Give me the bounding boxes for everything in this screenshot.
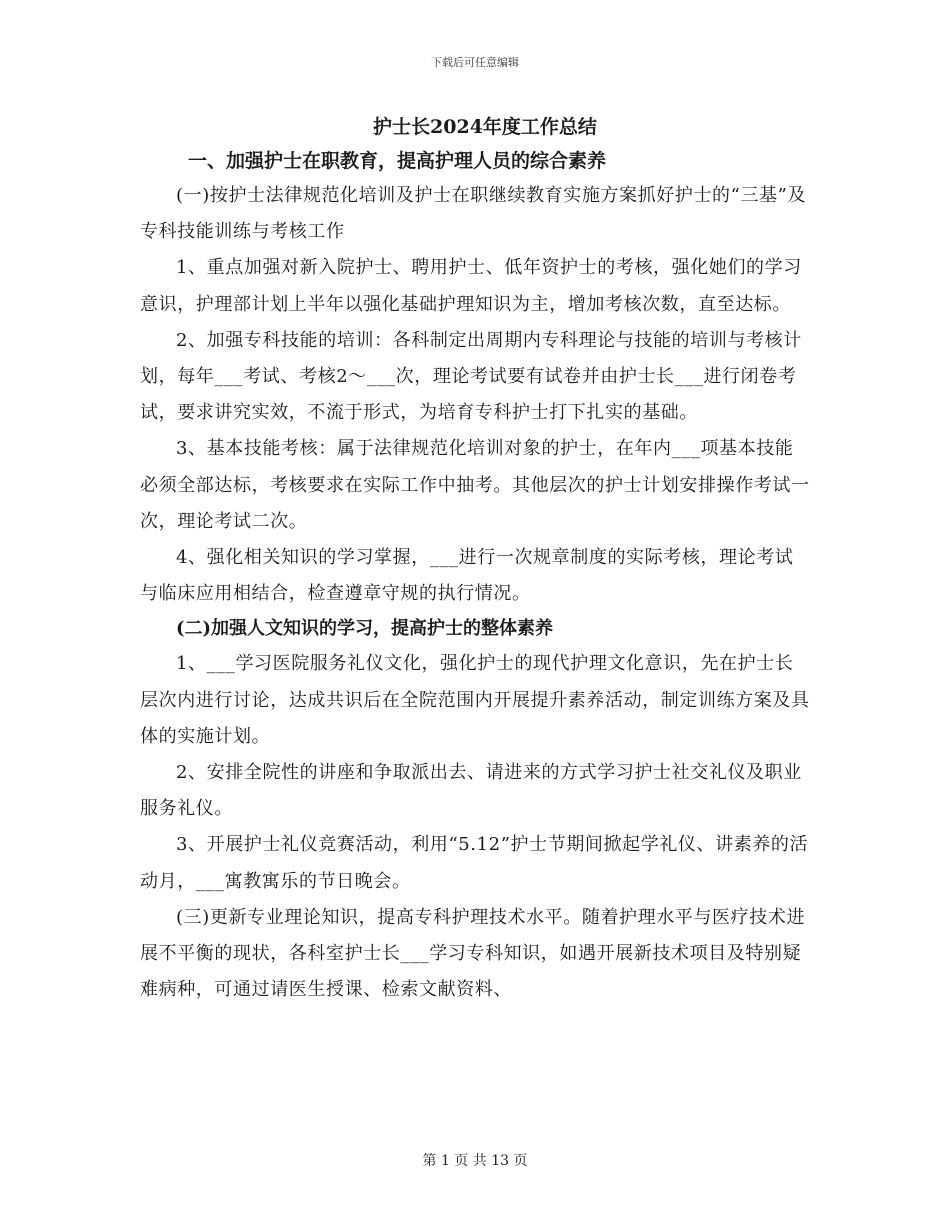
subsection-intro-3: (三)更新专业理论知识，提高专科护理技术水平。随着护理水平与医疗技术进展不平衡的现状，各科室护士长___学习专科知识，如遇开展新技术项目及特别疑难病种，可通过请医生授课、检索文献资料、 [140,906,806,1001]
document-body [140,110,810,1008]
page-footer: 第 1 页 共 13 页 [422,1153,528,1169]
section-heading-1: 一、加强护士在职教育，提高护理人员的综合素养 [188,150,607,172]
paragraph-item: 2、安排全院性的讲座和争取派出去、请进来的方式学习护士社交礼仪及职业服务礼仪。 [140,762,802,820]
paragraph-item: 3、开展护士礼仪竞赛活动，利用“5.12”护士节期间掀起学礼仪、讲素养的活动月，___寓教寓乐的节日晚会。 [140,834,809,892]
paragraph-item: 3、基本技能考核：属于法律规范化培训对象的护士，在年内___项基本技能必须全部达标，考核要求在实际工作中抽考。其他层次的护士计划安排操作考试一次，理论考试二次。 [140,438,810,532]
paragraph-item: 2、加强专科技能的培训：各科制定出周期内专科理论与技能的培训与考核计划，每年___考试、考核2～___次，理论考试要有试卷并由护士长___进行闭卷考试，要求讲究实效，不流于形式，为培育专科护士打下扎实的基础。 [140,329,802,424]
subsection-heading-2: (二)加强人文知识的学习，提高护士的整体素养 [176,618,554,640]
document-title: 护士长2024年度工作总结 [373,116,597,138]
header-note: 下载后可任意编辑 [431,56,519,69]
paragraph-item: 1、重点加强对新入院护士、聘用护士、低年资护士的考核，强化她们的学习意识，护理部计划上半年以强化基础护理知识为主，增加考核次数，直至达标。 [140,257,802,315]
paragraph-item: 4、强化相关知识的学习掌握，___进行一次规章制度的实际考核，理论考试与临床应用相结合，检查遵章守规的执行情况。 [140,547,794,605]
paragraph-item: 1、___学习医院服务礼仪文化，强化护士的现代护理文化意识，先在护士长层次内进行讨论，达成共识后在全院范围内开展提升素养活动，制定训练方案及具体的实施计划。 [140,653,810,747]
subsection-intro-1: (一)按护士法律规范化培训及护士在职继续教育实施方案抓好护士的“三基”及专科技能训练与考核工作 [140,185,807,243]
